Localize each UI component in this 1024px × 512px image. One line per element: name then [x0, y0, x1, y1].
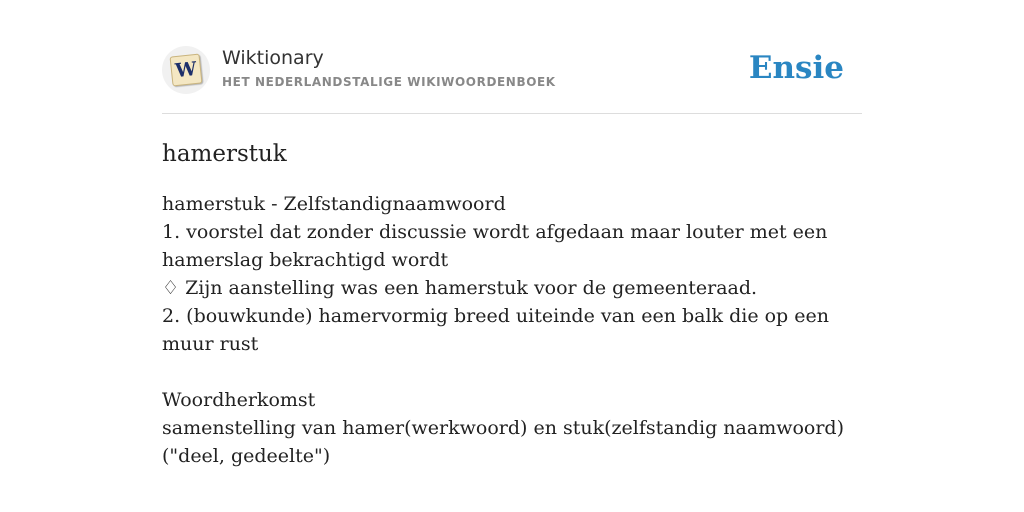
logo-letter: W	[174, 57, 198, 83]
definition-2: 2. (bouwkunde) hamervormig breed uiteinde van een balk die op een muur rust	[162, 305, 829, 355]
site-title[interactable]: Wiktionary	[222, 47, 324, 69]
site-header	[162, 46, 862, 114]
wiktionary-logo-icon[interactable]	[162, 46, 210, 94]
definition-body	[162, 190, 862, 470]
example-sentence: ♢ Zijn aanstelling was een hamerstuk voor de gemeenteraad.	[162, 277, 758, 299]
ensie-brand-logo[interactable]: Ensie	[748, 50, 844, 86]
word-type-line: hamerstuk - Zelfstandignaamwoord	[162, 193, 506, 215]
etymology-text: samenstelling van hamer(werkwoord) en stuk(zelfstandig naamwoord) ("deel, gedeelte")	[162, 417, 845, 467]
paragraph-spacer	[162, 358, 862, 386]
definition-1: 1. voorstel dat zonder discussie wordt afgedaan maar louter met een hamerslag bekrachtigd wordt	[162, 221, 828, 271]
etymology-heading: Woordherkomst	[162, 389, 316, 411]
logo-tile	[170, 54, 203, 87]
site-subtitle: HET NEDERLANDSTALIGE WIKIWOORDENBOEK	[222, 75, 556, 89]
entry-title: hamerstuk	[162, 141, 287, 167]
page-container	[162, 46, 862, 470]
